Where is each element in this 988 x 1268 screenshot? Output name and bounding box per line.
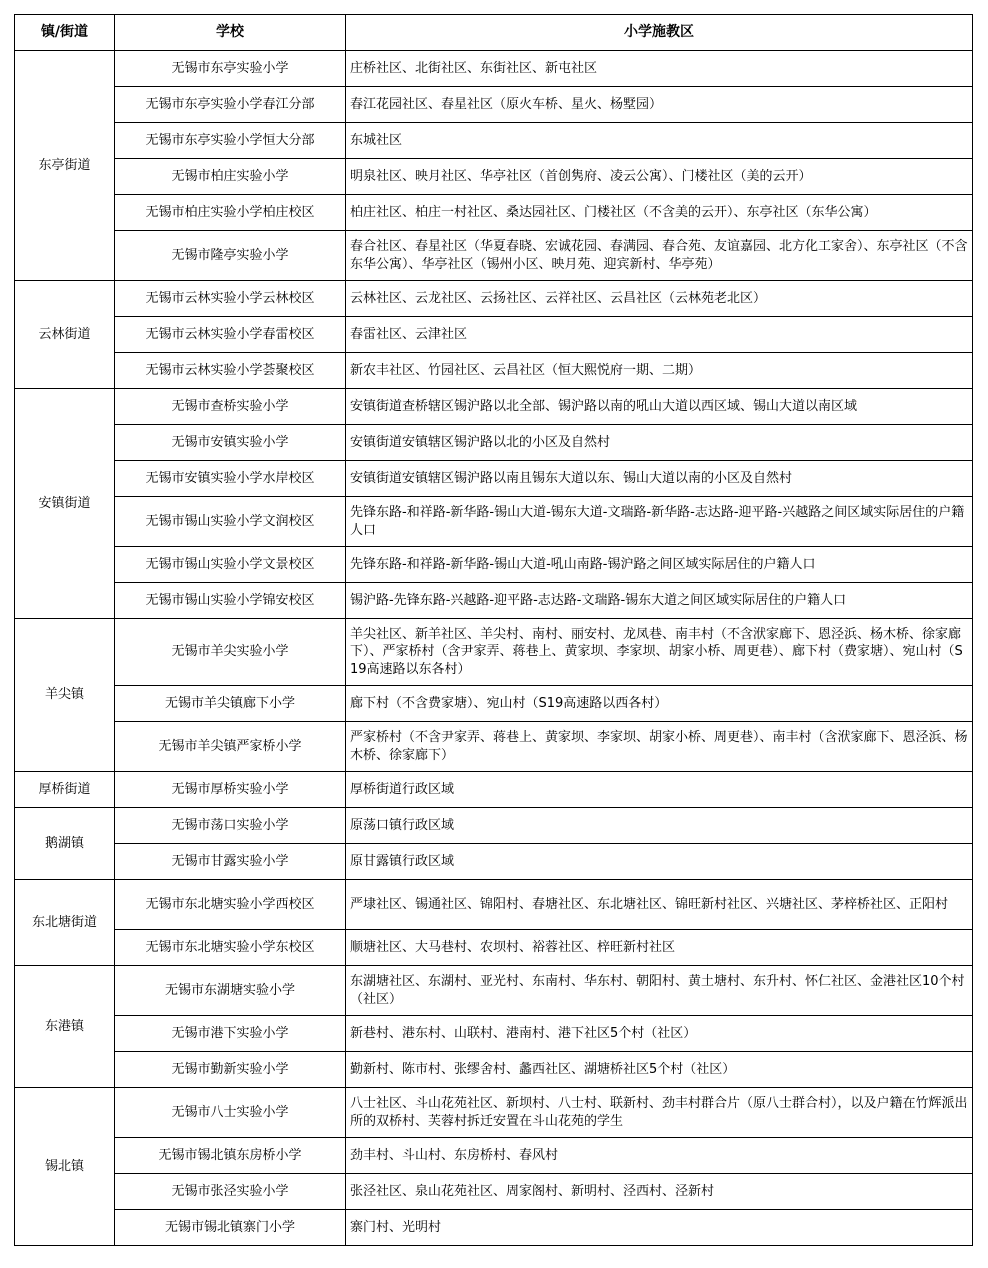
table-row <box>15 547 973 583</box>
table-row <box>15 461 973 497</box>
table-row <box>15 389 973 425</box>
school-cell: 无锡市荡口实验小学 <box>115 808 346 844</box>
school-cell: 无锡市勤新实验小学 <box>115 1052 346 1088</box>
school-cell: 无锡市厚桥实验小学 <box>115 772 346 808</box>
school-cell: 无锡市锡北镇寨门小学 <box>115 1210 346 1246</box>
zone-cell: 云林社区、云龙社区、云扬社区、云祥社区、云昌社区（云林苑老北区） <box>346 281 973 317</box>
zone-cell: 安镇街道安镇辖区锡沪路以北的小区及自然村 <box>346 425 973 461</box>
town-cell: 鹅湖镇 <box>15 808 115 880</box>
header-town: 镇/街道 <box>15 15 115 51</box>
table-row <box>15 87 973 123</box>
table-body <box>15 51 973 1246</box>
table-row <box>15 1210 973 1246</box>
school-cell: 无锡市隆亭实验小学 <box>115 231 346 281</box>
table-row <box>15 722 973 772</box>
zone-cell: 寨门村、光明村 <box>346 1210 973 1246</box>
zone-cell: 柏庄社区、柏庄一村社区、桑达园社区、门楼社区（不含美的云开）、东亭社区（东华公寓） <box>346 195 973 231</box>
school-cell: 无锡市柏庄实验小学 <box>115 159 346 195</box>
town-cell: 羊尖镇 <box>15 619 115 772</box>
school-cell: 无锡市羊尖镇廊下小学 <box>115 686 346 722</box>
school-cell: 无锡市甘露实验小学 <box>115 844 346 880</box>
table-row <box>15 844 973 880</box>
table-row <box>15 159 973 195</box>
zone-cell: 羊尖社区、新羊社区、羊尖村、南村、丽安村、龙凤巷、南丰村（不含洑家廊下、恩泾浜、杨木桥、徐家廊下）、严家桥村（含尹家弄、蒋巷上、黄家坝、李家坝、胡家小桥、周更巷）、廊下村（费家塘）、宛山村（S19高速路以东各村） <box>346 619 973 686</box>
town-cell: 东港镇 <box>15 966 115 1088</box>
school-cell: 无锡市张泾实验小学 <box>115 1174 346 1210</box>
table-row <box>15 930 973 966</box>
zone-cell: 新巷村、港东村、山联村、港南村、港下社区5个村（社区） <box>346 1016 973 1052</box>
school-cell: 无锡市锡山实验小学锦安校区 <box>115 583 346 619</box>
table-row <box>15 425 973 461</box>
table-row <box>15 880 973 930</box>
school-cell: 无锡市东北塘实验小学西校区 <box>115 880 346 930</box>
table-row <box>15 1088 973 1138</box>
zone-cell: 锡沪路-先锋东路-兴越路-迎平路-志达路-文瑞路-锡东大道之间区域实际居住的户籍人口 <box>346 583 973 619</box>
zone-cell: 明泉社区、映月社区、华亭社区（首创隽府、凌云公寓）、门楼社区（美的云开） <box>346 159 973 195</box>
town-cell: 厚桥街道 <box>15 772 115 808</box>
table-row <box>15 583 973 619</box>
school-cell: 无锡市港下实验小学 <box>115 1016 346 1052</box>
zone-cell: 春江花园社区、春星社区（原火车桥、星火、杨墅园） <box>346 87 973 123</box>
zone-cell: 东城社区 <box>346 123 973 159</box>
zone-cell: 劲丰村、斗山村、东房桥村、春风村 <box>346 1138 973 1174</box>
zone-cell: 严家桥村（不含尹家弄、蒋巷上、黄家坝、李家坝、胡家小桥、周更巷）、南丰村（含洑家廊下、恩泾浜、杨木桥、徐家廊下） <box>346 722 973 772</box>
school-cell: 无锡市云林实验小学春雷校区 <box>115 317 346 353</box>
school-cell: 无锡市柏庄实验小学柏庄校区 <box>115 195 346 231</box>
town-cell: 东亭街道 <box>15 51 115 281</box>
table-row <box>15 497 973 547</box>
header-row <box>15 15 973 51</box>
table-row <box>15 1138 973 1174</box>
school-cell: 无锡市羊尖实验小学 <box>115 619 346 686</box>
school-cell: 无锡市东亭实验小学 <box>115 51 346 87</box>
header-school: 学校 <box>115 15 346 51</box>
school-cell: 无锡市安镇实验小学 <box>115 425 346 461</box>
town-cell: 云林街道 <box>15 281 115 389</box>
zone-cell: 新农丰社区、竹园社区、云昌社区（恒大熙悦府一期、二期） <box>346 353 973 389</box>
school-cell: 无锡市云林实验小学荟聚校区 <box>115 353 346 389</box>
school-cell: 无锡市查桥实验小学 <box>115 389 346 425</box>
table-row <box>15 123 973 159</box>
school-cell: 无锡市安镇实验小学水岸校区 <box>115 461 346 497</box>
school-cell: 无锡市云林实验小学云林校区 <box>115 281 346 317</box>
zone-cell: 廊下村（不含费家塘）、宛山村（S19高速路以西各村） <box>346 686 973 722</box>
zone-cell: 东湖塘社区、东湖村、亚光村、东南村、华东村、朝阳村、黄土塘村、东升村、怀仁社区、金港社区10个村（社区） <box>346 966 973 1016</box>
zone-cell: 顺塘社区、大马巷村、农坝村、裕蓉社区、梓旺新村社区 <box>346 930 973 966</box>
table-row <box>15 966 973 1016</box>
zone-cell: 春雷社区、云津社区 <box>346 317 973 353</box>
school-cell: 无锡市东湖塘实验小学 <box>115 966 346 1016</box>
zone-cell: 勤新村、陈市村、张缪舍村、蠡西社区、湖塘桥社区5个村（社区） <box>346 1052 973 1088</box>
table-header <box>15 15 973 51</box>
zone-cell: 原甘露镇行政区域 <box>346 844 973 880</box>
table-row <box>15 686 973 722</box>
school-cell: 无锡市锡山实验小学文润校区 <box>115 497 346 547</box>
table-row <box>15 1174 973 1210</box>
zone-cell: 春合社区、春星社区（华夏春晓、宏诚花园、春满园、春合苑、友谊嘉园、北方化工家舍）、东亭社区（不含东华公寓）、华亭社区（锡州小区、映月苑、迎宾新村、华亭苑） <box>346 231 973 281</box>
table-row <box>15 619 973 686</box>
zone-cell: 先锋东路-和祥路-新华路-锡山大道-锡东大道-文瑞路-新华路-志达路-迎平路-兴越路之间区域实际居住的户籍人口 <box>346 497 973 547</box>
school-cell: 无锡市八士实验小学 <box>115 1088 346 1138</box>
town-cell: 东北塘街道 <box>15 880 115 966</box>
school-cell: 无锡市东亭实验小学恒大分部 <box>115 123 346 159</box>
table-row <box>15 772 973 808</box>
zone-cell: 原荡口镇行政区域 <box>346 808 973 844</box>
table-row <box>15 317 973 353</box>
school-cell: 无锡市东亭实验小学春江分部 <box>115 87 346 123</box>
table-row <box>15 353 973 389</box>
table-row <box>15 51 973 87</box>
table-row <box>15 1052 973 1088</box>
zone-cell: 张泾社区、泉山花苑社区、周家阁村、新明村、泾西村、泾新村 <box>346 1174 973 1210</box>
table-row <box>15 808 973 844</box>
table-row <box>15 281 973 317</box>
zone-cell: 厚桥街道行政区域 <box>346 772 973 808</box>
table-row <box>15 195 973 231</box>
zone-cell: 八士社区、斗山花苑社区、新坝村、八士村、联新村、劲丰村群合片（原八士群合村），以及户籍在竹辉派出所的双桥村、芙蓉村拆迁安置在斗山花苑的学生 <box>346 1088 973 1138</box>
zone-cell: 先锋东路-和祥路-新华路-锡山大道-吼山南路-锡沪路之间区域实际居住的户籍人口 <box>346 547 973 583</box>
town-cell: 安镇街道 <box>15 389 115 619</box>
town-cell: 锡北镇 <box>15 1088 115 1246</box>
school-cell: 无锡市锡北镇东房桥小学 <box>115 1138 346 1174</box>
table-row <box>15 1016 973 1052</box>
school-cell: 无锡市锡山实验小学文景校区 <box>115 547 346 583</box>
zone-cell: 庄桥社区、北街社区、东街社区、新屯社区 <box>346 51 973 87</box>
enrollment-zone-table <box>14 14 973 1246</box>
table-row <box>15 231 973 281</box>
header-area: 小学施教区 <box>346 15 973 51</box>
zone-cell: 严埭社区、锡通社区、锦阳村、春塘社区、东北塘社区、锦旺新村社区、兴塘社区、茅梓桥社区、正阳村 <box>346 880 973 930</box>
zone-cell: 安镇街道安镇辖区锡沪路以南且锡东大道以东、锡山大道以南的小区及自然村 <box>346 461 973 497</box>
school-cell: 无锡市羊尖镇严家桥小学 <box>115 722 346 772</box>
school-cell: 无锡市东北塘实验小学东校区 <box>115 930 346 966</box>
zone-cell: 安镇街道查桥辖区锡沪路以北全部、锡沪路以南的吼山大道以西区域、锡山大道以南区域 <box>346 389 973 425</box>
